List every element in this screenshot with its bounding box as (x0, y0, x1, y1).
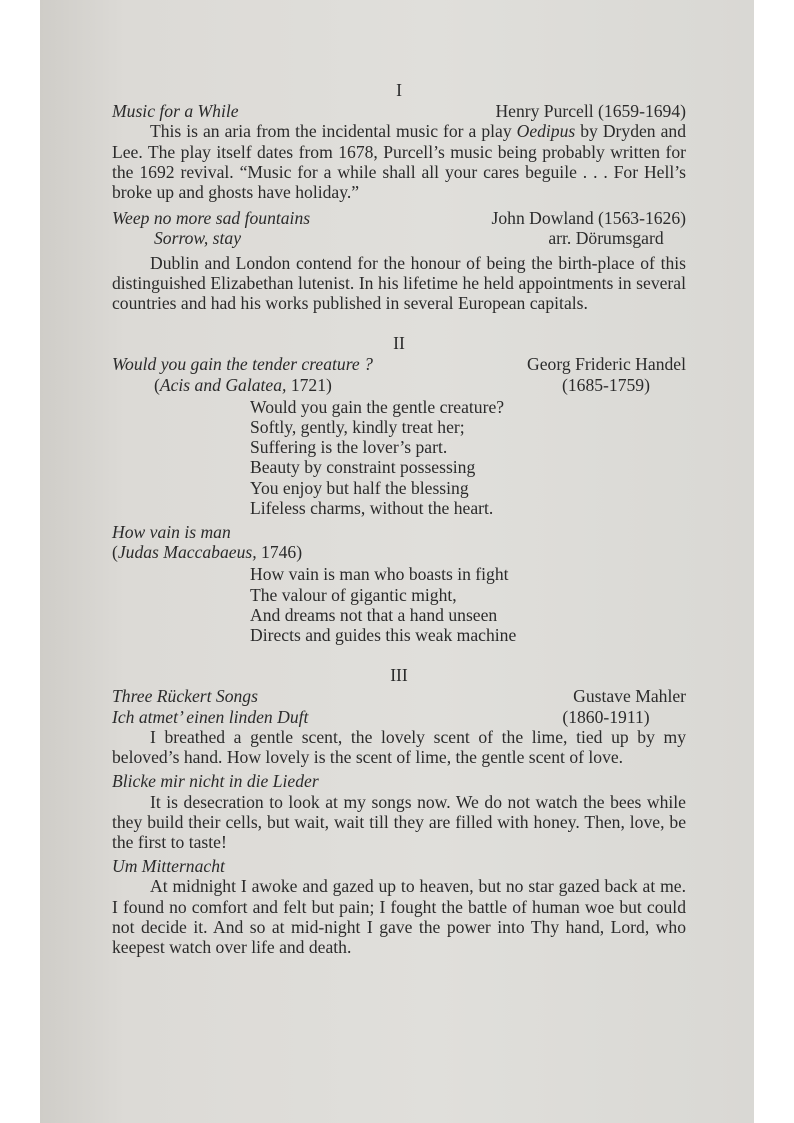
composer-name: Gustave Mahler (573, 686, 686, 707)
verse-line: And dreams not that a hand unseen (250, 604, 498, 625)
verse-line: Lifeless charms, without the heart. (250, 497, 494, 518)
piece-title: Would you gain the tender creature ? (112, 354, 373, 375)
verse-line: Would you gain the gentle creature? (250, 396, 505, 417)
verse-line: How vain is man who boasts in fight (250, 564, 509, 585)
desc-emphasis: Oedipus (516, 121, 576, 142)
programme-notes (112, 80, 686, 957)
section-heading-i: I (396, 80, 402, 100)
desc-text: by Dryden and Lee. The play itself dates from 1678, Purcell’s music being probably written for the 1692 revival. “Music for a while shall all your cares beguile . . . For Hell’s broke up and ghosts have holiday.” (112, 121, 686, 203)
source-year: 1746) (256, 542, 303, 563)
mahler-header (112, 686, 686, 706)
section-heading-iii: III (390, 665, 408, 686)
song-title: Um Mitternacht (112, 856, 225, 877)
section-heading-ii: II (393, 333, 405, 354)
piece-title: Weep no more sad fountains (112, 208, 311, 229)
source-paren: ( (154, 374, 160, 395)
dowland-description: Dublin and London contend for the honour of being the birth-place of this distinguished Elizabethan lutenist. In his lifetime he held appointments in several countries and had his works published in several European capitals. (112, 252, 686, 314)
piece-title: Three Rückert Songs (112, 686, 258, 707)
verse-line: The valour of gigantic might, (250, 584, 457, 605)
composer-dates: (1860-1911) (562, 706, 650, 727)
source-title: Acis and Galatea, (159, 374, 287, 395)
song3-description: At midnight I awoke and gazed up to heaven, but no star gazed back at me. I found no comfort and felt but pain; I fought the battle of human woe but could not decide it. And so at mid-night I gave the power into Thy hand, Lord, who keepest watch over life and death. (112, 876, 686, 957)
song-title: Blicke mir nicht in die Lieder (112, 771, 319, 792)
handel1-verse (112, 397, 686, 518)
piece-title: How vain is man (112, 522, 231, 543)
desc-text: This is an aria from the incidental music for a play (150, 121, 517, 142)
verse-line: Beauty by constraint possessing (250, 457, 476, 478)
handel2-title (112, 522, 686, 542)
piece-title: Music for a While (112, 101, 239, 122)
handel2-source (112, 542, 686, 562)
composer-name: Georg Frideric Handel (527, 354, 686, 375)
mahler-subheader (112, 707, 686, 727)
song2-heading (112, 771, 686, 791)
verse-line: You enjoy but half the blessing (250, 477, 469, 498)
verse-line: Softly, gently, kindly treat her; (250, 417, 465, 438)
handel2-verse (112, 564, 686, 645)
handel1-subheader (112, 375, 686, 395)
song-title: Ich atmet’ einen linden Duft (112, 706, 309, 727)
dowland-subheader (112, 228, 686, 248)
dowland-header (112, 208, 686, 228)
arranger-name: arr. Dörumsgard (548, 228, 664, 249)
purcell-header (112, 101, 686, 121)
song1-description: I breathed a gentle scent, the lovely scent of the lime, tied up by my beloved’s hand. How lovely is the scent of lime, the gentle scent of love. (112, 726, 686, 768)
composer-name: John Dowland (1563-1626) (491, 208, 686, 229)
song3-heading (112, 856, 686, 876)
piece-source (112, 375, 332, 395)
source-paren: ( (112, 542, 118, 563)
piece-subtitle: Sorrow, stay (154, 228, 241, 249)
song2-description: It is desecration to look at my songs now. We do not watch the bees while they build their cells, but wait, wait till they are filled with honey. Then, love, be the first to taste! (112, 791, 686, 852)
composer-dates: (1685-1759) (562, 374, 650, 395)
verse-line: Suffering is the lover’s part. (250, 437, 448, 458)
source-title: Judas Maccabaeus, (117, 542, 257, 563)
composer-name: Henry Purcell (1659-1694) (495, 101, 686, 122)
verse-line: Directs and guides this weak machine (250, 625, 517, 646)
source-year: 1721) (286, 374, 332, 395)
purcell-description (112, 121, 686, 202)
handel1-header (112, 354, 686, 374)
